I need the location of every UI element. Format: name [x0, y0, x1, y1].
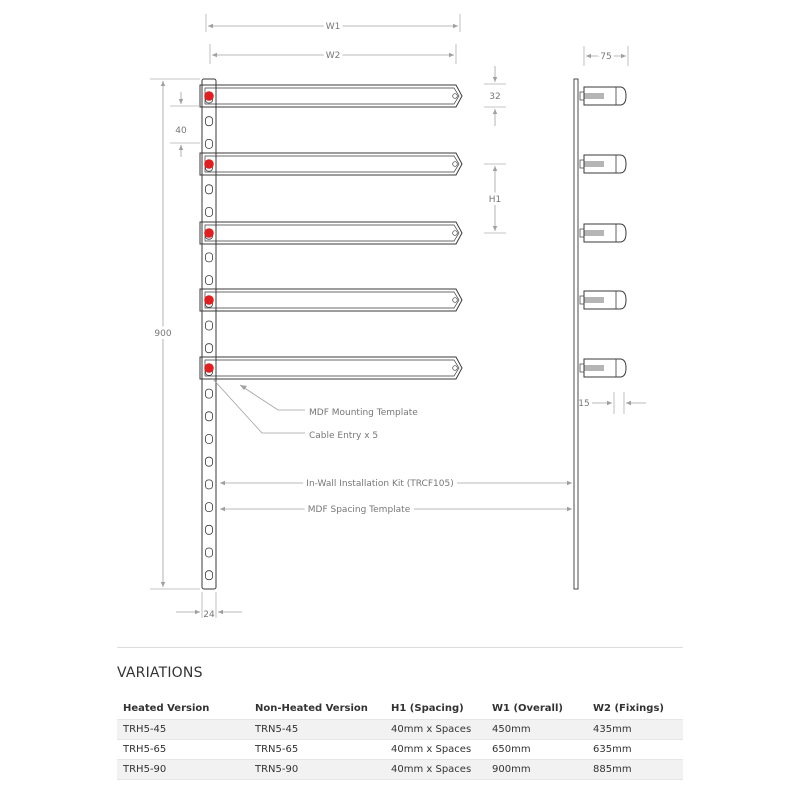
rail-slot	[206, 503, 213, 512]
bar-inner-outline	[205, 156, 459, 172]
dimension-height	[150, 79, 200, 589]
cable-entry-marker	[204, 91, 214, 101]
rail-slot	[206, 185, 213, 194]
callout-mdf-mounting	[240, 385, 418, 418]
dimension-w1	[206, 14, 460, 32]
dimension-bar-height	[484, 66, 506, 126]
inwall-kit-label: In-Wall Installation Kit (TRCF105)	[306, 479, 454, 489]
fixing-point	[453, 366, 458, 371]
cable-entry-marker	[204, 228, 214, 238]
table-row	[117, 740, 683, 760]
fixing-point	[453, 231, 458, 236]
fixing-point	[453, 94, 458, 99]
rail-slot	[206, 480, 213, 489]
w2-label: W2	[325, 51, 341, 61]
cell-h1: 40mm x Spaces	[385, 760, 486, 780]
dimension-fixing-offset	[578, 392, 646, 414]
rail-slot	[206, 412, 213, 421]
table-row	[117, 720, 683, 740]
side-bar	[580, 87, 626, 105]
side-view	[574, 79, 626, 589]
mdf-mounting-label: MDF Mounting Template	[309, 408, 418, 418]
towel-bar	[200, 357, 462, 379]
side-fixing	[584, 93, 604, 99]
towel-bar	[200, 153, 462, 175]
rail-slot	[206, 117, 213, 126]
depth-label: 75	[600, 52, 612, 62]
rail-slot	[206, 139, 213, 148]
callout-mdf-spacing	[220, 505, 572, 515]
rail-slot	[206, 208, 213, 217]
header-non-heated: Non-Heated Version	[255, 702, 368, 714]
cable-entry-marker	[204, 363, 214, 373]
cell-non-heated: TRN5-90	[249, 760, 385, 780]
cable-entry-marker	[204, 295, 214, 305]
section-divider	[117, 647, 683, 648]
table-row	[117, 760, 683, 780]
cell-w2: 435mm	[587, 720, 683, 740]
cable-entry-label: Cable Entry x 5	[309, 431, 379, 441]
bar-inner-outline	[205, 225, 459, 241]
rail-slot	[206, 457, 213, 466]
mdf-spacing-label: MDF Spacing Template	[307, 505, 411, 515]
dimension-depth	[584, 46, 628, 66]
cable-entry-marker	[204, 159, 214, 169]
cell-w1: 450mm	[486, 720, 587, 740]
dimension-w2	[210, 44, 456, 64]
rail-slot	[206, 253, 213, 262]
cell-non-heated: TRN5-65	[249, 740, 385, 760]
h1-label: H1	[488, 195, 502, 205]
header-h1: H1 (Spacing)	[391, 702, 464, 714]
cell-w1: 900mm	[486, 760, 587, 780]
side-fixing	[584, 365, 604, 371]
cell-w1: 650mm	[486, 740, 587, 760]
side-bar	[580, 291, 626, 309]
rail-slot	[206, 276, 213, 285]
bar-inner-outline	[205, 360, 459, 376]
table-header-row	[117, 697, 683, 720]
dimension-spacing	[170, 92, 200, 157]
horizontal-bars	[200, 85, 462, 379]
cell-heated: TRH5-90	[117, 760, 249, 780]
side-bar	[580, 359, 626, 377]
fixing-point	[453, 162, 458, 167]
side-bar	[580, 224, 626, 242]
cell-w2: 635mm	[587, 740, 683, 760]
dimension-h1	[484, 164, 506, 233]
cell-h1: 40mm x Spaces	[385, 720, 486, 740]
fixing-offset-label: 15	[578, 399, 590, 409]
side-bar	[580, 155, 626, 173]
side-bracket	[580, 364, 584, 372]
side-bracket	[580, 160, 584, 168]
side-bracket	[580, 92, 584, 100]
side-fixing	[584, 297, 604, 303]
towel-bar	[200, 85, 462, 107]
towel-bar	[200, 289, 462, 311]
rail-slot	[206, 321, 213, 330]
variations-table	[117, 697, 683, 780]
callout-inwall-kit	[220, 479, 572, 489]
w1-label: W1	[325, 22, 341, 32]
spacing-label: 40	[175, 126, 187, 136]
cell-heated: TRH5-45	[117, 720, 249, 740]
bar-height-label: 32	[489, 92, 501, 102]
header-w1: W1 (Overall)	[492, 702, 563, 714]
fixing-point	[453, 298, 458, 303]
header-heated: Heated Version	[123, 702, 210, 714]
cell-w2: 885mm	[587, 760, 683, 780]
variations-section	[117, 647, 683, 681]
side-fixing	[584, 161, 604, 167]
side-fixing	[584, 230, 604, 236]
rail-slot	[206, 389, 213, 398]
rail-slot	[206, 525, 213, 534]
side-bars	[580, 87, 626, 377]
rail-slot	[206, 435, 213, 444]
cell-non-heated: TRN5-45	[249, 720, 385, 740]
vertical-rail	[202, 79, 216, 589]
rail-slot	[206, 571, 213, 580]
rail-width-label: 24	[203, 610, 215, 620]
rail-slot	[206, 344, 213, 353]
side-bracket	[580, 296, 584, 304]
cell-heated: TRH5-65	[117, 740, 249, 760]
height-label: 900	[154, 329, 172, 339]
side-bracket	[580, 229, 584, 237]
header-w2: W2 (Fixings)	[593, 702, 664, 714]
rail-slot	[206, 548, 213, 557]
towel-bar	[200, 222, 462, 244]
dimension-rail-width	[176, 592, 242, 620]
variations-title: VARIATIONS	[117, 665, 203, 681]
bar-inner-outline	[205, 88, 459, 104]
bar-inner-outline	[205, 292, 459, 308]
cell-h1: 40mm x Spaces	[385, 740, 486, 760]
